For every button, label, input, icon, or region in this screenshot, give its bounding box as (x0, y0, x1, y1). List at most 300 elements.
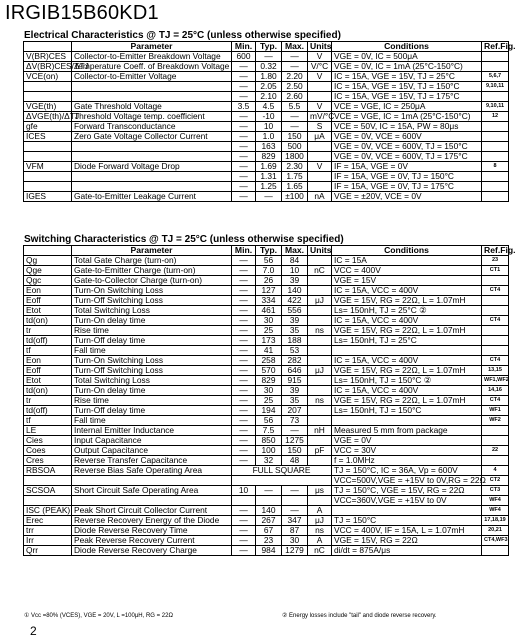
cell-units (308, 336, 332, 346)
table-row (24, 152, 509, 162)
cell-min: — (232, 182, 256, 192)
header-min: Min. (232, 246, 256, 256)
cell-cond: VCC = 30V (332, 446, 482, 456)
table-row (24, 406, 509, 416)
cell-max: — (282, 62, 308, 72)
cell-typ: 1.69 (256, 162, 282, 172)
table-row (24, 356, 509, 366)
cell-param (72, 142, 232, 152)
cell-units (308, 436, 332, 446)
cell-units: nC (308, 546, 332, 556)
header-units: Units (308, 246, 332, 256)
cell-typ: 1.0 (256, 132, 282, 142)
cell-sym (24, 476, 72, 486)
cell-cond: IF = 15A, VGE = 0V, TJ = 175°C (332, 182, 482, 192)
cell-max: 35 (282, 396, 308, 406)
cell-typ: 10 (256, 122, 282, 132)
cell-max: 5.5 (282, 102, 308, 112)
cell-max: 347 (282, 516, 308, 526)
cell-typ: — (256, 52, 282, 62)
cell-param: Gate-to-Emitter Leakage Current (72, 192, 232, 202)
cell-max: 39 (282, 386, 308, 396)
cell-sym (24, 172, 72, 182)
cell-units: μJ (308, 366, 332, 376)
cell-ref: WF1 (482, 406, 509, 416)
cell-units (308, 286, 332, 296)
cell-cond: Measured 5 mm from package (332, 426, 482, 436)
table-row (24, 416, 509, 426)
cell-sym: VGE(th) (24, 102, 72, 112)
cell-ref (482, 172, 509, 182)
cell-min: — (232, 142, 256, 152)
cell-max: 1800 (282, 152, 308, 162)
page-number: 2 (30, 624, 37, 638)
cell-ref: 4 (482, 466, 509, 476)
switching-section-title: Switching Characteristics @ TJ = 25°C (unless otherwise specified) (24, 234, 344, 245)
cell-param: Input Capacitance (72, 436, 232, 446)
cell-min: — (232, 276, 256, 286)
cell-min: — (232, 286, 256, 296)
cell-cond: IC = 15A, VGE = 15V, TJ = 150°C (332, 82, 482, 92)
cell-sym: Cres (24, 456, 72, 466)
cell-min: — (232, 82, 256, 92)
cell-ref (482, 132, 509, 142)
cell-ref: 13,15 (482, 366, 509, 376)
cell-min (232, 476, 332, 486)
cell-param (72, 172, 232, 182)
header-parameter: Parameter (72, 246, 232, 256)
cell-ref (482, 122, 509, 132)
cell-min: — (232, 376, 256, 386)
cell-min: — (232, 256, 256, 266)
cell-cond: Ls= 150nH, TJ = 25°C (332, 336, 482, 346)
cell-cond: VGE = 15V, RG = 22Ω (332, 536, 482, 546)
cell-max: 1275 (282, 436, 308, 446)
footnote-1: ① Vcc =80% (VCES), VGE = 20V, L =100μH, RG = 22Ω (24, 613, 173, 619)
table-row (24, 306, 509, 316)
cell-param: Forward Transconductance (72, 122, 232, 132)
cell-ref: 14,16 (482, 386, 509, 396)
cell-param (72, 152, 232, 162)
cell-min: — (232, 436, 256, 446)
cell-typ: 30 (256, 386, 282, 396)
header-conditions: Conditions (332, 246, 482, 256)
cell-typ: 25 (256, 326, 282, 336)
cell-ref (482, 426, 509, 436)
cell-sym: Qrr (24, 546, 72, 556)
cell-typ: 1.25 (256, 182, 282, 192)
cell-cond: IC = 15A, VCC = 400V (332, 386, 482, 396)
cell-param (72, 92, 232, 102)
table-row (24, 486, 509, 496)
table-row (24, 72, 509, 82)
cell-ref: 5,6,7 (482, 72, 509, 82)
cell-min: 10 (232, 486, 256, 496)
cell-max: 1.65 (282, 182, 308, 192)
cell-units: A (308, 506, 332, 516)
cell-sym: LE (24, 426, 72, 436)
cell-min: — (232, 416, 256, 426)
cell-units: V/°C (308, 62, 332, 72)
cell-max: 48 (282, 456, 308, 466)
cell-units (308, 356, 332, 366)
cell-ref: CT3 (482, 486, 509, 496)
cell-param: Rise time (72, 396, 232, 406)
cell-max: 150 (282, 132, 308, 142)
cell-min: — (232, 162, 256, 172)
cell-typ: 1.80 (256, 72, 282, 82)
cell-sym: td(off) (24, 406, 72, 416)
cell-max: — (282, 506, 308, 516)
cell-min: — (232, 406, 256, 416)
cell-units: V (308, 162, 332, 172)
cell-param: Fall time (72, 416, 232, 426)
header-max: Max. (282, 246, 308, 256)
cell-typ: 32 (256, 456, 282, 466)
cell-sym: VFM (24, 162, 72, 172)
cell-typ: — (256, 192, 282, 202)
cell-cond: VGE = 15V, RG = 22Ω, L = 1.07mH (332, 366, 482, 376)
cell-min: — (232, 426, 256, 436)
cell-ref: 17,18,19 (482, 516, 509, 526)
table-row (24, 112, 509, 122)
table-row (24, 526, 509, 536)
header-parameter: Parameter (72, 42, 232, 52)
cell-sym: trr (24, 526, 72, 536)
cell-typ: 23 (256, 536, 282, 546)
cell-min: — (232, 172, 256, 182)
cell-ref: CT4 (482, 286, 509, 296)
cell-sym: Qge (24, 266, 72, 276)
cell-sym: td(on) (24, 316, 72, 326)
cell-cond: f = 1.0MHz (332, 456, 482, 466)
cell-typ: 127 (256, 286, 282, 296)
table-row (24, 102, 509, 112)
cell-sym: Coes (24, 446, 72, 456)
cell-cond (332, 506, 482, 516)
cell-max: 39 (282, 276, 308, 286)
cell-units (308, 406, 332, 416)
cell-max: 207 (282, 406, 308, 416)
header-symbol (24, 246, 72, 256)
cell-units: nA (308, 192, 332, 202)
cell-sym: Irr (24, 536, 72, 546)
cell-ref: WF1,WF2 (482, 376, 509, 386)
table-header-row (24, 42, 509, 52)
table-header-row (24, 246, 509, 256)
cell-min: — (232, 546, 256, 556)
cell-cond: Ls= 150nH, TJ = 150°C ② (332, 376, 482, 386)
table-row (24, 436, 509, 446)
header-units: Units (308, 42, 332, 52)
cell-max: — (282, 486, 308, 496)
cell-ref: 12 (482, 112, 509, 122)
cell-units (308, 496, 332, 506)
cell-param (72, 496, 232, 506)
cell-typ: 0.32 (256, 62, 282, 72)
cell-ref: CT4 (482, 316, 509, 326)
cell-max: 39 (282, 316, 308, 326)
cell-param: Reverse Recovery Energy of the Diode (72, 516, 232, 526)
cell-typ: 100 (256, 446, 282, 456)
table-row (24, 92, 509, 102)
cell-param: Turn-Off delay time (72, 336, 232, 346)
cell-min: — (232, 336, 256, 346)
cell-param: Gate-to-Collector Charge (turn-on) (72, 276, 232, 286)
cell-cond: VGE = 0V, VCE = 600V (332, 132, 482, 142)
cell-sym: ΔVGE(th)/ΔTJ (24, 112, 72, 122)
cell-sym: ΔV(BR)CES/ΔTJ (24, 62, 72, 72)
cell-min: — (232, 112, 256, 122)
cell-sym: td(on) (24, 386, 72, 396)
cell-param: Internal Emitter Inductance (72, 426, 232, 436)
cell-typ (256, 496, 282, 506)
cell-sym: Etot (24, 376, 72, 386)
cell-sym: tr (24, 396, 72, 406)
cell-ref: WF2 (482, 416, 509, 426)
table-row (24, 516, 509, 526)
header-typ: Typ. (256, 246, 282, 256)
cell-ref: CT1 (482, 266, 509, 276)
cell-min: — (232, 192, 256, 202)
cell-min: — (232, 62, 256, 72)
cell-min: — (232, 366, 256, 376)
cell-param: Turn-On delay time (72, 386, 232, 396)
cell-param: Diode Forward Voltage Drop (72, 162, 232, 172)
cell-typ: 570 (256, 366, 282, 376)
cell-max: 87 (282, 526, 308, 536)
cell-ref (482, 62, 509, 72)
cell-max: 140 (282, 286, 308, 296)
cell-units (308, 306, 332, 316)
cell-typ: 7.0 (256, 266, 282, 276)
cell-cond: VCC=500V,VGE = +15V to 0V,RG = 22Ω (332, 476, 482, 486)
cell-units (308, 92, 332, 102)
cell-param: Reverse Bias Safe Operating Area (72, 466, 232, 476)
cell-ref: CT4 (482, 356, 509, 366)
cell-sym: Erec (24, 516, 72, 526)
cell-units (308, 376, 332, 386)
cell-min: — (232, 356, 256, 366)
cell-typ: 2.05 (256, 82, 282, 92)
cell-sym: tr (24, 326, 72, 336)
cell-cond: VCC = 400V (332, 266, 482, 276)
cell-ref (482, 276, 509, 286)
cell-ref (482, 52, 509, 62)
table-row (24, 266, 509, 276)
cell-param: Collector-to-Emitter Breakdown Voltage (72, 52, 232, 62)
table-row (24, 476, 509, 486)
cell-cond (332, 346, 482, 356)
cell-sym: RBSOA (24, 466, 72, 476)
cell-units: A (308, 536, 332, 546)
cell-ref (482, 546, 509, 556)
cell-typ: 194 (256, 406, 282, 416)
cell-units: ns (308, 396, 332, 406)
cell-cond: TJ = 150°C, VGE = 15V, RG = 22Ω (332, 486, 482, 496)
cell-ref (482, 306, 509, 316)
cell-param: Turn-Off Switching Loss (72, 366, 232, 376)
table-row (24, 142, 509, 152)
cell-max: 1.75 (282, 172, 308, 182)
cell-ref (482, 346, 509, 356)
cell-max: 422 (282, 296, 308, 306)
table-row (24, 506, 509, 516)
cell-cond: VGE = 0V, IC = 1mA (25°C-150°C) (332, 62, 482, 72)
cell-units: nH (308, 426, 332, 436)
cell-max: — (282, 122, 308, 132)
table-row (24, 426, 509, 436)
cell-typ: 173 (256, 336, 282, 346)
cell-ref (482, 336, 509, 346)
cell-param: Turn-Off Switching Loss (72, 296, 232, 306)
cell-cond: Ls= 150nH, TJ = 25°C ② (332, 306, 482, 316)
cell-ref: CT4 (482, 396, 509, 406)
cell-typ: 56 (256, 416, 282, 426)
table-row (24, 132, 509, 142)
cell-sym (24, 82, 72, 92)
cell-min: — (232, 346, 256, 356)
cell-param: Total Gate Charge (turn-on) (72, 256, 232, 266)
cell-cond: IC = 15A, VCC = 400V (332, 286, 482, 296)
cell-max: 2.20 (282, 72, 308, 82)
cell-cond: IC = 15A, VCC = 400V (332, 316, 482, 326)
cell-units (308, 416, 332, 426)
cell-param (72, 82, 232, 92)
table-row (24, 466, 509, 476)
cell-units (308, 346, 332, 356)
cell-units: pF (308, 446, 332, 456)
cell-sym: IGES (24, 192, 72, 202)
cell-cond: VGE = 0V, IC = 500μA (332, 52, 482, 62)
cell-cond: IC = 15A, VCC = 400V (332, 356, 482, 366)
cell-cond: TJ = 150°C, IC = 36A, Vp = 600V (332, 466, 482, 476)
cell-units (308, 182, 332, 192)
cell-units (308, 256, 332, 266)
table-row (24, 286, 509, 296)
cell-typ: 829 (256, 152, 282, 162)
cell-typ: — (256, 486, 282, 496)
header-ref: Ref.Fig. (482, 246, 509, 256)
cell-ref (482, 192, 509, 202)
cell-ref (482, 296, 509, 306)
cell-cond: Ls= 150nH, TJ = 150°C (332, 406, 482, 416)
table-row (24, 122, 509, 132)
cell-cond: VGE = 15V, RG = 22Ω, L = 1.07mH (332, 296, 482, 306)
cell-sym: tf (24, 416, 72, 426)
cell-sym (24, 92, 72, 102)
cell-param (72, 182, 232, 192)
cell-max: 2.50 (282, 82, 308, 92)
cell-units (308, 386, 332, 396)
cell-min: — (232, 152, 256, 162)
cell-units: μA (308, 132, 332, 142)
cell-min: — (232, 266, 256, 276)
cell-typ: 267 (256, 516, 282, 526)
cell-max: ±100 (282, 192, 308, 202)
cell-min: — (232, 396, 256, 406)
cell-ref: 9,10,11 (482, 82, 509, 92)
table-row (24, 82, 509, 92)
cell-units (308, 316, 332, 326)
cell-typ: 7.5 (256, 426, 282, 436)
table-row (24, 52, 509, 62)
cell-param: Gate-to-Emitter Charge (turn-on) (72, 266, 232, 276)
table-row (24, 396, 509, 406)
footnote-2: ② Energy losses include "tail" and diode reverse recovery. (282, 613, 437, 619)
cell-sym (24, 142, 72, 152)
cell-param: Fall time (72, 346, 232, 356)
cell-min: — (232, 306, 256, 316)
cell-max: 10 (282, 266, 308, 276)
table-row (24, 366, 509, 376)
cell-min: 600 (232, 52, 256, 62)
cell-typ: 67 (256, 526, 282, 536)
cell-min: — (232, 296, 256, 306)
cell-cond: VCE = 50V, IC = 15A, PW = 80μs (332, 122, 482, 132)
cell-units: V (308, 102, 332, 112)
cell-units: ns (308, 326, 332, 336)
table-row (24, 386, 509, 396)
header-symbol (24, 42, 72, 52)
cell-typ: 258 (256, 356, 282, 366)
table-row (24, 296, 509, 306)
cell-cond: IC = 15A, VGE = 15V, TJ = 175°C (332, 92, 482, 102)
cell-typ: 140 (256, 506, 282, 516)
cell-min: — (232, 132, 256, 142)
cell-units (308, 152, 332, 162)
cell-cond: VCE = VGE, IC = 250μA (332, 102, 482, 112)
cell-sym: Eon (24, 356, 72, 366)
cell-param: Peak Reverse Recovery Current (72, 536, 232, 546)
cell-sym: Qg (24, 256, 72, 266)
cell-param: Threshold Voltage temp. coefficient (72, 112, 232, 122)
cell-typ: 41 (256, 346, 282, 356)
header-ref: Ref.Fig. (482, 42, 509, 52)
table-row (24, 256, 509, 266)
table-row (24, 182, 509, 192)
cell-ref (482, 436, 509, 446)
cell-max: 915 (282, 376, 308, 386)
cell-param: Short Circuit Safe Operating Area (72, 486, 232, 496)
cell-typ: 1.31 (256, 172, 282, 182)
table-row (24, 62, 509, 72)
cell-ref: WF4 (482, 496, 509, 506)
cell-min: — (232, 122, 256, 132)
cell-ref (482, 326, 509, 336)
cell-ref: 9,10,11 (482, 102, 509, 112)
cell-param: Total Switching Loss (72, 306, 232, 316)
cell-param: Total Switching Loss (72, 376, 232, 386)
header-typ: Typ. (256, 42, 282, 52)
cell-ref: 20,21 (482, 526, 509, 536)
cell-cond: VCE = VGE, IC = 1mA (25°C-150°C) (332, 112, 482, 122)
cell-cond: VCC = 400V, IF = 15A, L = 1.07mH (332, 526, 482, 536)
cell-typ: 26 (256, 276, 282, 286)
cell-cond: di/dt = 875A/μs (332, 546, 482, 556)
cell-min: — (232, 386, 256, 396)
cell-cond: VGE = 15V, RG = 22Ω, L = 1.07mH (332, 326, 482, 336)
cell-param: Reverse Transfer Capacitance (72, 456, 232, 466)
table-row (24, 546, 509, 556)
cell-cond: IC = 15A (332, 256, 482, 266)
cell-units: S (308, 122, 332, 132)
cell-cond: VGE = 0V, VCE = 600V, TJ = 150°C (332, 142, 482, 152)
cell-max: 500 (282, 142, 308, 152)
cell-sym: Cies (24, 436, 72, 446)
cell-min (232, 496, 256, 506)
cell-param: Turn-On delay time (72, 316, 232, 326)
